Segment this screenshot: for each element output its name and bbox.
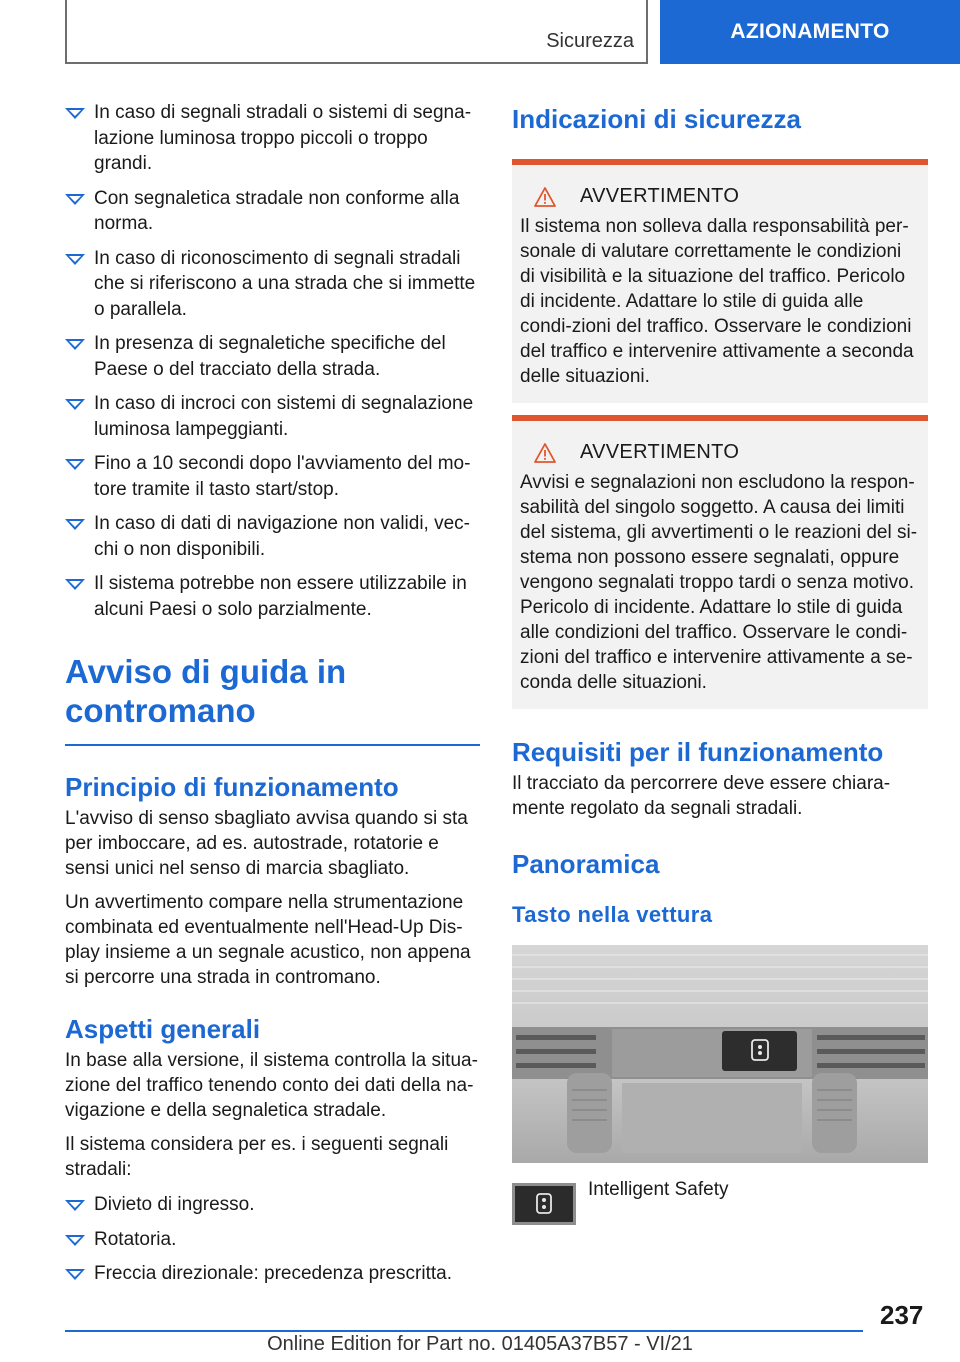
header-chapter-tab: AZIONAMENTO: [660, 0, 960, 64]
dashboard-button-photo: [512, 945, 928, 1163]
aspetti-heading: Aspetti generali: [65, 1014, 261, 1044]
warning-2-title: AVVERTIMENTO: [580, 441, 740, 463]
list-item: Con segnaletica stradale non conforme alla norma.: [65, 186, 480, 237]
list-item: In presenza di segnaletiche specifiche del Paese o del tracciato della strada.: [65, 331, 480, 382]
bullet-triangle-icon: [65, 579, 85, 590]
section-divider: [65, 744, 480, 746]
list-item: Rotatoria.: [65, 1227, 480, 1253]
warning-2-text: Avvisi e segnalazioni non escludono la respon-sabilità del singolo soggetto. A causa dei limiti del sistema, gli avvertimenti o le reazioni del si-stema non possono essere segnalati, oppure vengono segnalati troppo tardi o senza motivo. Pericolo di incidente. Adattare lo stile di guida alle condizioni del traffico. Osservare le condi-zioni del traffico e intervenire attivamente a se-conda delle situazioni.: [520, 472, 918, 693]
header-section-title: Sicurezza: [546, 30, 634, 52]
list-item: In caso di dati di navigazione non validi, vec-chi o non disponibili.: [65, 511, 480, 562]
list-item: In caso di incroci con sistemi di segnalazione luminosa lampeggianti.: [65, 391, 480, 442]
intelligent-safety-button-icon: [512, 1183, 576, 1225]
bullet-triangle-icon: [65, 1200, 85, 1211]
right-column: [512, 100, 928, 1225]
footer-divider: [65, 1330, 863, 1332]
warning-1-title: AVVERTIMENTO: [580, 185, 740, 207]
list-item: Freccia direzionale: precedenza prescritta.: [65, 1261, 480, 1287]
requisiti-paragraph: Il tracciato da percorrere deve essere chiara-mente regolato da segnali stradali.: [512, 773, 891, 819]
left-column: [65, 100, 480, 1296]
edition-note: Online Edition for Part no. 01405A37B57 - VI/21: [267, 1333, 693, 1355]
warning-triangle-icon: [534, 443, 556, 463]
tasto-heading: Tasto nella vettura: [512, 902, 713, 927]
page-number: 237: [880, 1300, 924, 1330]
signs-list: [65, 1192, 480, 1287]
bullet-triangle-icon: [65, 519, 85, 530]
bullet-triangle-icon: [65, 194, 85, 205]
warning-box-1: [512, 159, 928, 403]
aspetti-paragraph-2: Il sistema considera per es. i seguenti segnali stradali:: [65, 1134, 449, 1180]
warning-1-text: Il sistema non solleva dalla responsabilità per-sonale di valutare correttamente le condizioni di visibilità e la situazione del traffico. Pericolo di incidente. Adattare lo stile di guida alle condi-zioni del traffico. Osservare le condizioni del traffico e intervenire attivamente a seconda delle situazioni.: [520, 216, 914, 387]
bullet-triangle-icon: [65, 339, 85, 350]
limitations-list: [65, 100, 480, 622]
indicazioni-heading: Indicazioni di sicurezza: [512, 104, 801, 134]
key-legend-label: Intelligent Safety: [588, 1179, 729, 1200]
key-legend-row: [512, 1179, 928, 1225]
header-section-box: [65, 0, 648, 64]
bullet-triangle-icon: [65, 1235, 85, 1246]
list-item: Divieto di ingresso.: [65, 1192, 480, 1218]
principio-paragraph-1: L'avviso di senso sbagliato avvisa quando si sta per imboccare, ad es. autostrade, rotatorie e sensi unici nel senso di marcia sbagliato.: [65, 808, 468, 879]
list-item: In caso di riconoscimento di segnali stradali che si riferiscono a una strada che si immette o parallela.: [65, 246, 480, 323]
bullet-triangle-icon: [65, 254, 85, 265]
list-item: Il sistema potrebbe non essere utilizzabile in alcuni Paesi o solo parzialmente.: [65, 571, 480, 622]
list-item: Fino a 10 secondi dopo l'avviamento del mo-tore tramite il tasto start/stop.: [65, 451, 480, 502]
warning-triangle-icon: [534, 187, 556, 207]
section-title: Avviso di guida in contromano: [65, 653, 347, 729]
bullet-triangle-icon: [65, 399, 85, 410]
aspetti-paragraph-1: In base alla versione, il sistema controlla la situa-zione del traffico tenendo conto dei dati della na-vigazione e della segnaletica stradale.: [65, 1050, 478, 1121]
requisiti-heading: Requisiti per il funzionamento: [512, 737, 884, 767]
principio-heading: Principio di funzionamento: [65, 772, 399, 802]
list-item: In caso di segnali stradali o sistemi di segna-lazione luminosa troppo piccoli o troppo grandi.: [65, 100, 480, 177]
panoramica-heading: Panoramica: [512, 849, 660, 879]
bullet-triangle-icon: [65, 1269, 85, 1280]
bullet-triangle-icon: [65, 459, 85, 470]
warning-box-2: [512, 415, 928, 709]
principio-paragraph-2: Un avvertimento compare nella strumentazione combinata ed eventualmente nell'Head-Up Dis-play insieme a un segnale acustico, non appena si percorre una strada in contromano.: [65, 892, 471, 988]
bullet-triangle-icon: [65, 108, 85, 119]
